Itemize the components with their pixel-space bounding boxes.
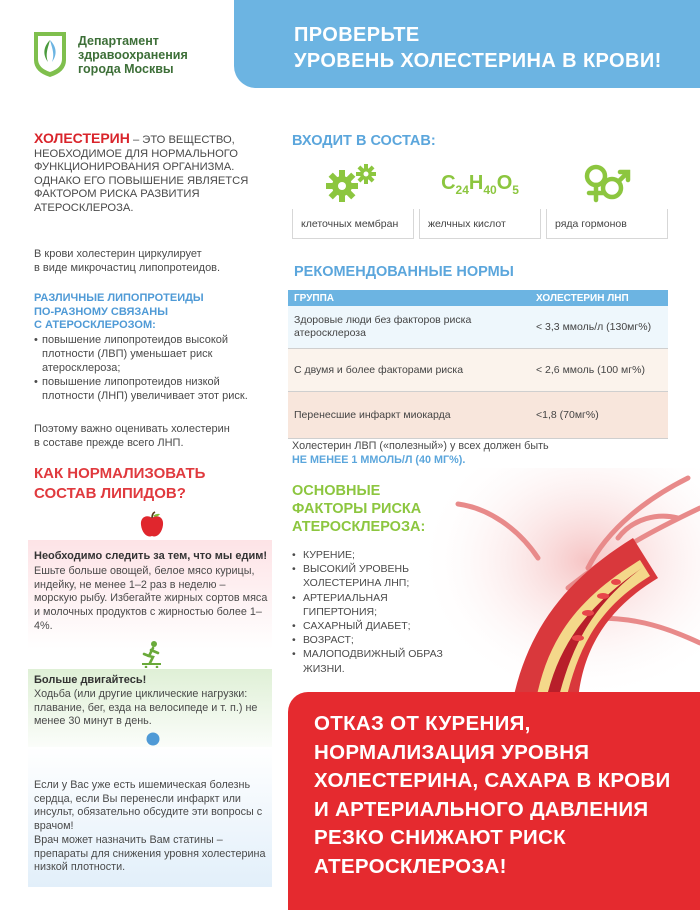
page-title: [294, 22, 662, 74]
column-header: ГРУППА: [288, 290, 530, 306]
formula-index: 40: [483, 183, 497, 197]
table-cell: < 3,3 ммоль/л (130мг%): [530, 306, 668, 349]
list-item: • ВЫСОКИЙ УРОВЕНЬ ХОЛЕСТЕРИНА ЛНП;: [292, 562, 452, 590]
ldl-note: [34, 422, 274, 450]
formula-symbol: O: [496, 172, 513, 194]
table-header-row: [288, 290, 668, 306]
intro-term: ХОЛЕСТЕРИН: [34, 130, 130, 146]
diet-advice-panel: [28, 540, 272, 649]
table-cell: Перенесшие инфаркт миокарда: [288, 392, 530, 439]
org-name-line: Департамент: [78, 34, 159, 48]
banner-line: РЕЗКО СНИЖАЮТ РИСК: [314, 826, 566, 849]
table-row: [288, 392, 668, 439]
banner-line: И АРТЕРИАЛЬНОГО ДАВЛЕНИЯ: [314, 797, 649, 821]
org-name: [78, 34, 188, 76]
hdl-note-text: Холестерин ЛВП («полезный») у всех должен быть: [292, 440, 549, 452]
composition-item: ряда гормонов: [546, 209, 668, 239]
risk-factors-heading: [292, 482, 452, 536]
list-item: • САХАРНЫЙ ДИАБЕТ;: [292, 619, 452, 633]
norms-table: [288, 290, 668, 439]
hdl-note: [292, 439, 592, 467]
ldl-note-line: Поэтому важно оценивать холестерин: [34, 423, 230, 435]
org-name-line: здравоохранения: [78, 48, 188, 62]
banner-line: НОРМАЛИЗАЦИЯ УРОВНЯ: [314, 740, 590, 764]
circulation-line: В крови холестерин циркулирует: [34, 248, 202, 260]
table-cell: С двумя и более факторами риска: [288, 349, 530, 392]
page-title-line: ПРОВЕРЬТЕ: [294, 24, 420, 46]
column-header: ХОЛЕСТЕРИН ЛНП: [530, 290, 668, 306]
table-row: [288, 349, 668, 392]
doctor-advice-paragraph: Врач может назначить Вам статины – препараты для снижения уровня холестерина низкой плотности.: [34, 833, 266, 874]
apple-icon: [139, 511, 165, 539]
cholesterol-formula: [420, 160, 540, 206]
risk-factors-heading-line: ФАКТОРЫ РИСКА: [292, 501, 422, 517]
risk-factors-heading-line: ОСНОВНЫЕ: [292, 483, 381, 499]
banner-line: ХОЛЕСТЕРИНА, САХАРА В КРОВИ: [314, 769, 671, 792]
activity-advice-text: Ходьба (или другие циклические нагрузки: плавание, бег, езда на велосипеде и т. п.) не менее 30 минут в день.: [34, 688, 258, 728]
activity-advice-title: Больше двигайтесь!: [34, 674, 147, 686]
header-banner: [234, 0, 700, 88]
circulation-line: в виде микрочастиц липопротеидов.: [34, 262, 221, 274]
risk-factors-heading-line: АТЕРОСКЛЕРОЗА:: [292, 519, 426, 535]
banner-line: АТЕРОСКЛЕРОЗА!: [314, 854, 507, 878]
table-cell: < 2,6 ммоль (100 мг%): [530, 349, 668, 392]
artery-illustration: [418, 468, 700, 700]
composition-item: желчных кислот: [419, 209, 541, 239]
list-item: • КУРЕНИЕ;: [292, 548, 452, 562]
formula-symbol: H: [468, 172, 484, 194]
risk-factors-list: [292, 548, 452, 676]
skateboarder-icon: [139, 640, 165, 668]
normalize-heading: [34, 464, 274, 504]
formula-index: 24: [455, 183, 469, 197]
gears-icon: [292, 160, 412, 206]
norms-heading: РЕКОМЕНДОВАННЫЕ НОРМЫ: [294, 264, 514, 280]
lipoprotein-heading: [34, 292, 274, 333]
ldl-note-line: в составе прежде всего ЛНП.: [34, 437, 184, 449]
normalize-heading-line: СОСТАВ ЛИПИДОВ?: [34, 485, 186, 502]
moscow-health-emblem-icon: [30, 30, 70, 78]
hdl-note-emphasis: НЕ МЕНЕЕ 1 ММОЛЬ/Л (40 МГ%).: [292, 454, 466, 466]
diet-advice-title: Необходимо следить за тем, что мы едим!: [34, 550, 268, 562]
banner-text: [314, 710, 670, 881]
diet-advice-text: Ешьте больше овощей, белое мясо курицы, индейку, не менее 1–2 раз в неделю – морскую рыбу. Избегайте жирных сортов мяса и молочных продуктов с жирностью более 1–4%.: [34, 565, 268, 632]
cholesterol-intro: [34, 132, 274, 216]
composition-heading: ВХОДИТ В СОСТАВ:: [292, 133, 436, 149]
org-logo: [30, 26, 230, 86]
gender-symbols-icon: [548, 160, 668, 206]
formula-index: 5: [512, 183, 519, 197]
composition-item: клеточных мембран: [292, 209, 414, 239]
lipoprotein-heading-line: ПО-РАЗНОМУ СВЯЗАНЫ: [34, 305, 168, 318]
list-item: • АРТЕРИАЛЬНАЯ ГИПЕРТОНИЯ;: [292, 591, 452, 619]
list-item: • повышение липопротеидов низкой плотности (ЛНП) увеличивает этот риск.: [34, 375, 274, 403]
list-item: • повышение липопротеидов высокой плотности (ЛВП) уменьшает риск атеросклероза;: [34, 333, 274, 375]
lipoprotein-list: [34, 333, 274, 403]
normalize-heading-line: КАК НОРМАЛИЗОВАТЬ: [34, 465, 206, 482]
doctor-advice-paragraph: Если у Вас уже есть ишемическая болезнь сердца, если Вы перенесли инфаркт или инсульт, обязательно обсудите эти вопросы с врачом!: [34, 779, 263, 833]
call-to-action-banner: [288, 692, 700, 910]
table-row: [288, 306, 668, 349]
intro-text: – ЭТО ВЕЩЕСТВО, НЕОБХОДИМОЕ ДЛЯ НОРМАЛЬНОГО ФУНКЦИОНИРОВАНИЯ ОРГАНИЗМА. ОДНАКО ЕГО ПОВЫШЕНИЕ ЯВЛЯЕТСЯ ФАКТОРОМ РИСКА РАЗВИТИЯ АТЕРОСКЛЕРОЗА.: [34, 134, 249, 214]
doctor-advice-panel: [28, 747, 272, 887]
doctor-advice-text: [34, 779, 270, 875]
circulation-text: [34, 247, 274, 275]
list-item: • ВОЗРАСТ;: [292, 633, 452, 647]
table-cell: <1,8 (70мг%): [530, 392, 668, 439]
list-item: • МАЛОПОДВИЖНЫЙ ОБРАЗ ЖИЗНИ.: [292, 647, 452, 675]
table-cell: Здоровые люди без факторов риска атеросклероза: [288, 306, 530, 349]
formula-symbol: C: [441, 172, 456, 194]
banner-line: ОТКАЗ ОТ КУРЕНИЯ,: [314, 712, 531, 735]
lipoprotein-heading-line: РАЗЛИЧНЫЕ ЛИПОПРОТЕИДЫ: [34, 292, 204, 304]
org-name-line: города Москвы: [78, 62, 174, 76]
lipoprotein-heading-line: С АТЕРОСКЛЕРОЗОМ:: [34, 319, 156, 331]
page-title-line: УРОВЕНЬ ХОЛЕСТЕРИНА В КРОВИ!: [294, 50, 662, 72]
